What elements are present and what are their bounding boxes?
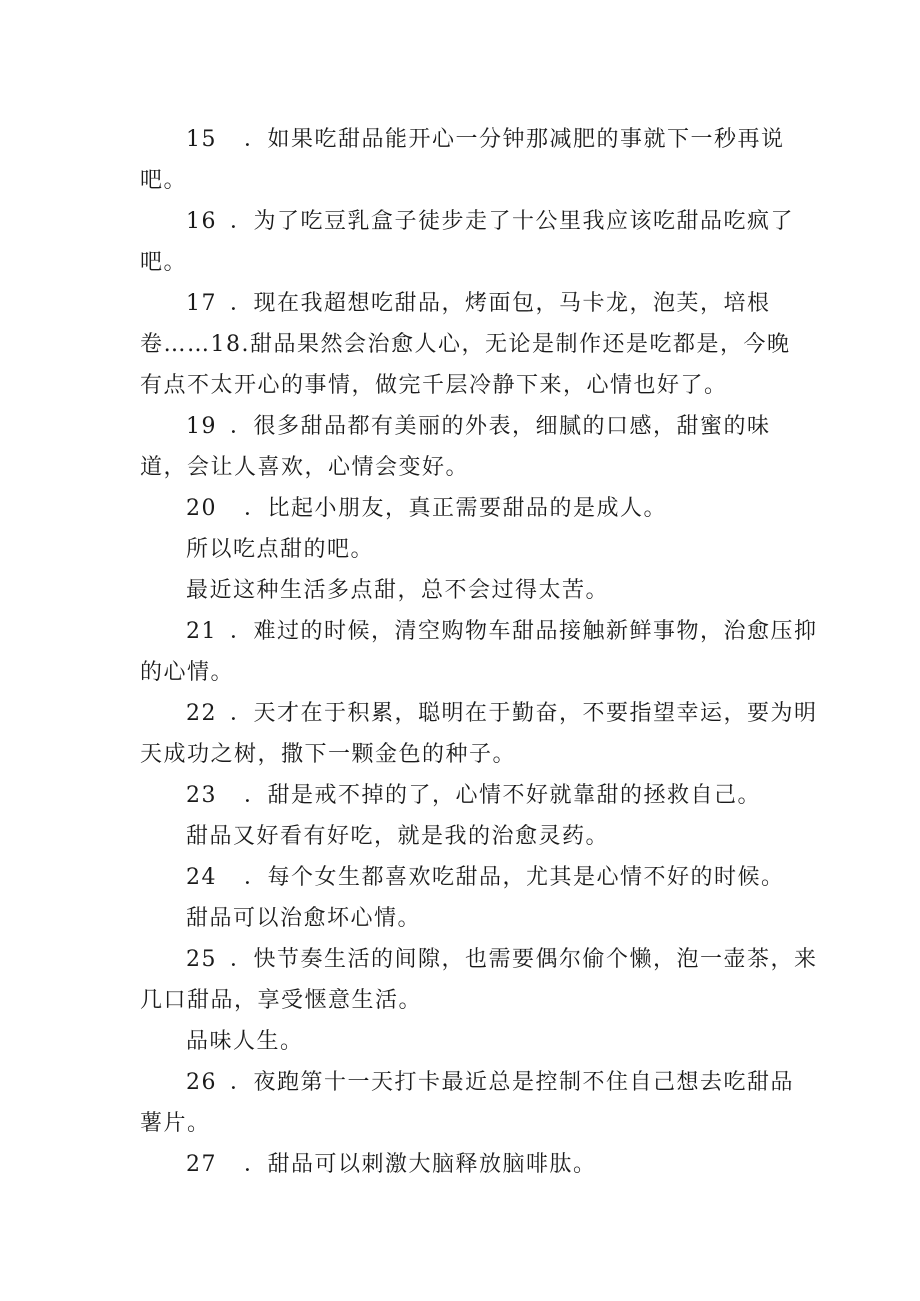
item-number: 17 — [186, 291, 217, 316]
item-text: 的心情。 — [140, 660, 235, 685]
item-text: 吧。 — [140, 250, 188, 275]
item-number: 26 — [186, 1070, 217, 1095]
item-number: 15 — [186, 127, 217, 152]
line-2 — [140, 166, 187, 196]
item-number: 27 — [186, 1152, 217, 1177]
item-text: ．每个女生都喜欢吃甜品，尤其是心情不好的时候。 — [244, 865, 785, 890]
line-13 — [186, 617, 818, 647]
item-text: 道，会让人喜欢，心情会变好。 — [140, 455, 470, 480]
item-number: 20 — [186, 496, 217, 521]
item-number: 25 — [186, 947, 217, 972]
line-4 — [140, 248, 187, 278]
line-18 — [186, 822, 609, 852]
item-number: 24 — [186, 865, 217, 890]
item-text: 几口甜品，享受惬意生活。 — [140, 988, 423, 1013]
item-text: 品味人生。 — [186, 1029, 304, 1054]
line-25 — [140, 1109, 211, 1139]
item-number: 19 — [186, 414, 217, 439]
item-number: 22 — [186, 701, 217, 726]
line-24 — [186, 1068, 794, 1098]
line-19 — [186, 863, 785, 893]
item-text: 所以吃点甜的吧。 — [186, 537, 375, 562]
item-text: 最近这种生活多点甜，总不会过得太苦。 — [186, 578, 610, 603]
line-16 — [140, 740, 516, 770]
item-text: ．甜是戒不掉的了，心情不好就靠甜的拯救自己。 — [244, 783, 762, 808]
line-8 — [186, 412, 771, 442]
item-text: ．很多甜品都有美丽的外表，细腻的口感，甜蜜的味 — [230, 414, 771, 439]
item-text: 天成功之树，撒下一颗金色的种子。 — [140, 742, 517, 767]
line-1 — [186, 125, 785, 155]
line-9 — [140, 453, 469, 483]
item-text: ．比起小朋友，真正需要甜品的是成人。 — [244, 496, 668, 521]
line-3 — [186, 207, 794, 237]
line-12 — [186, 576, 609, 606]
item-text: ．如果吃甜品能开心一分钟那减肥的事就下一秒再说 — [244, 127, 785, 152]
item-text: 甜品可以治愈坏心情。 — [186, 906, 422, 931]
line-5 — [186, 289, 771, 319]
line-22 — [140, 986, 422, 1016]
item-text: ．现在我超想吃甜品，烤面包，马卡龙，泡芙，培根 — [230, 291, 771, 316]
item-text: 卷……18.甜品果然会治愈人心，无论是制作还是吃都是，今晚 — [140, 332, 791, 357]
line-20 — [186, 904, 421, 934]
item-number: 23 — [186, 783, 217, 808]
item-text: 吧。 — [140, 168, 188, 193]
line-21 — [186, 945, 818, 975]
item-text: ．快节奏生活的间隙，也需要偶尔偷个懒，泡一壶茶，来 — [230, 947, 818, 972]
item-text: ．为了吃豆乳盒子徒步走了十公里我应该吃甜品吃疯了 — [230, 209, 795, 234]
item-text: ．甜品可以刺激大脑释放脑啡肽。 — [244, 1152, 597, 1177]
item-text: ．夜跑第十一天打卡最近总是控制不住自己想去吃甜品 — [230, 1070, 795, 1095]
line-10 — [186, 494, 667, 524]
line-14 — [140, 658, 234, 688]
line-11 — [186, 535, 374, 565]
line-23 — [186, 1027, 304, 1057]
line-26 — [186, 1150, 597, 1180]
line-17 — [186, 781, 761, 811]
line-15 — [186, 699, 818, 729]
line-6 — [140, 330, 791, 360]
item-text: ．天才在于积累，聪明在于勤奋，不要指望幸运，要为明 — [230, 701, 818, 726]
item-text: 有点不太开心的事情，做完千层冷静下来，心情也好了。 — [140, 373, 728, 398]
item-text: ．难过的时候，清空购物车甜品接触新鲜事物，治愈压抑 — [230, 619, 818, 644]
item-number: 16 — [186, 209, 217, 234]
line-7 — [140, 371, 728, 401]
item-text: 薯片。 — [140, 1111, 211, 1136]
item-number: 21 — [186, 619, 217, 644]
item-text: 甜品又好看有好吃，就是我的治愈灵药。 — [186, 824, 610, 849]
